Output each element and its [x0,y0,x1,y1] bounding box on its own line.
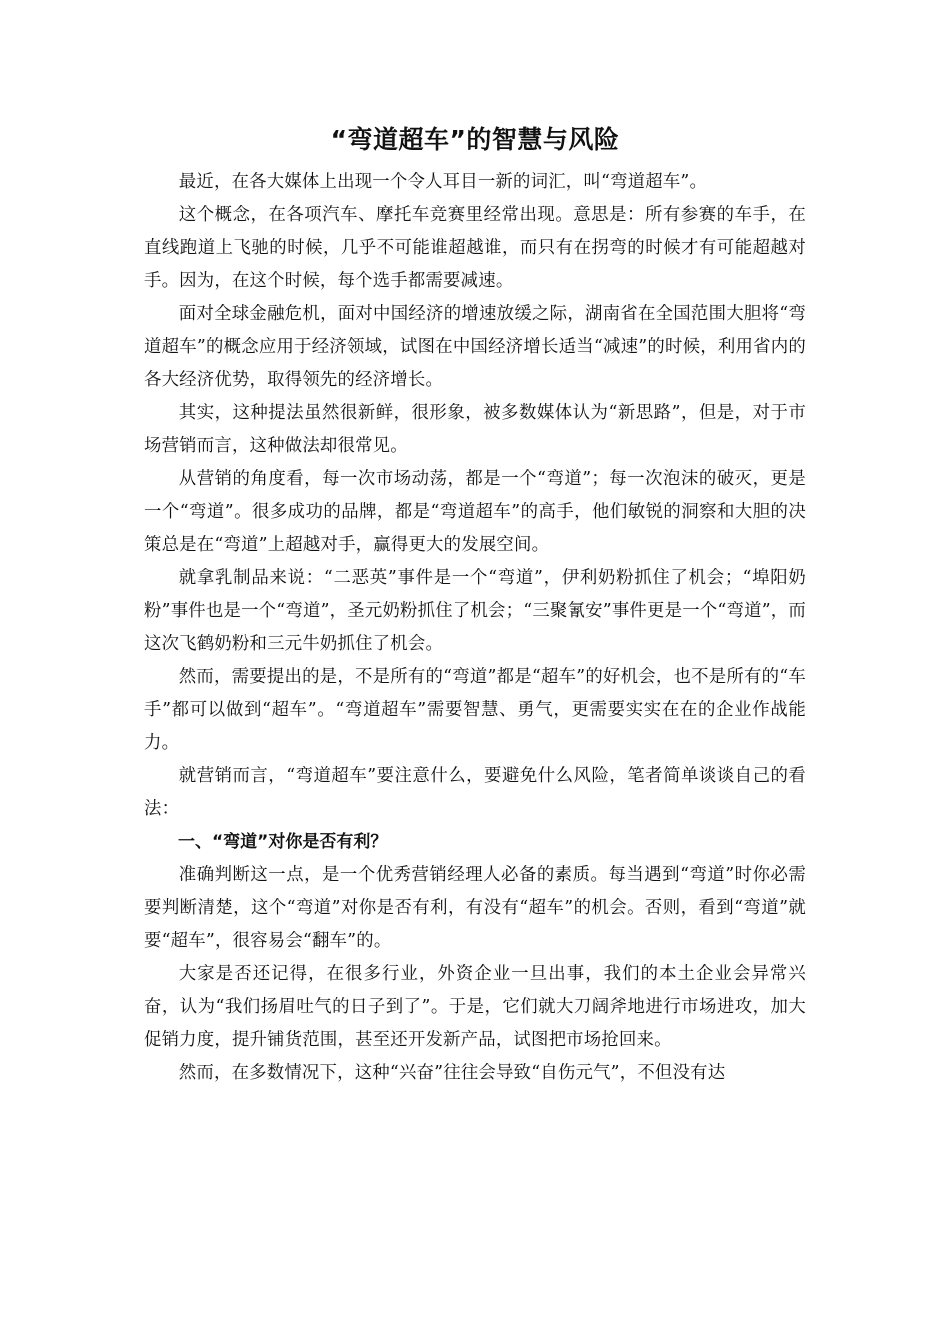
paragraph-brands: 从营销的角度看，每一次市场动荡，都是一个“弯道”；每一次泡沫的破灭，更是一个“弯道”。很多成功的品牌，都是“弯道超车”的高手，他们敏锐的洞察和大胆的决策总是在“弯道”上超越对手，赢得更大的发展空间。 [144,469,806,555]
document-title: “弯道超车”的智慧与风险 [330,125,620,154]
paragraph-hunan: 面对全球金融危机，面对中国经济的增速放缓之际，湖南省在全国范围大胆将“弯道超车”的概念应用于经济领域，试图在中国经济增长适当“减速”的时候，利用省内的各大经济优势，取得领先的经济增长。 [144,304,806,390]
paragraph-concept: 这个概念，在各项汽车、摩托车竞赛里经常出现。意思是：所有参赛的车手，在直线跑道上飞驰的时候，几乎不可能谁超越谁，而只有在拐弯的时候才有可能超越对手。因为，在这个时候，每个选手都需要减速。 [144,205,806,291]
section-heading: 一、“弯道”对你是否有利？ [178,832,388,852]
paragraph-marketing: 其实，这种提法虽然很新鲜，很形象，被多数媒体认为“新思路”，但是，对于市场营销而言，这种做法却很常见。 [144,403,806,456]
document-page [144,122,806,1090]
paragraph-excitement: 大家是否还记得，在很多行业，外资企业一旦出事，我们的本土企业会异常兴奋，认为“我们扬眉吐气的日子到了”。于是，它们就大刀阔斧地进行市场进攻，加大促销力度，提升铺货范围，甚至还开发新产品，试图把市场抢回来。 [144,964,806,1050]
paragraph-caution: 然而，需要提出的是，不是所有的“弯道”都是“超车”的好机会，也不是所有的“车手”都可以做到“超车”。“弯道超车”需要智慧、勇气，更需要实实在在的企业作战能力。 [144,667,806,753]
paragraph-dairy: 就拿乳制品来说：“二恶英”事件是一个“弯道”，伊利奶粉抓住了机会；“埠阳奶粉”事件也是一个“弯道”，圣元奶粉抓住了机会；“三聚氰安”事件更是一个“弯道”，而这次飞鹤奶粉和三元牛奶抓住了机会。 [144,568,806,654]
paragraph-judgement: 准确判断这一点，是一个优秀营销经理人必备的素质。每当遇到“弯道”时你必需要判断清楚，这个“弯道”对你是否有利，有没有“超车”的机会。否则，看到“弯道”就要“超车”，很容易会“翻车”的。 [144,865,806,951]
paragraph-intro: 最近，在各大媒体上出现一个令人耳目一新的词汇，叫“弯道超车”。 [178,172,708,192]
paragraph-however: 然而，在多数情况下，这种“兴奋”往往会导致“自伤元气”，不但没有达 [178,1063,726,1083]
paragraph-view: 就营销而言，“弯道超车”要注意什么，要避免什么风险，笔者简单谈谈自己的看法： [144,766,806,819]
